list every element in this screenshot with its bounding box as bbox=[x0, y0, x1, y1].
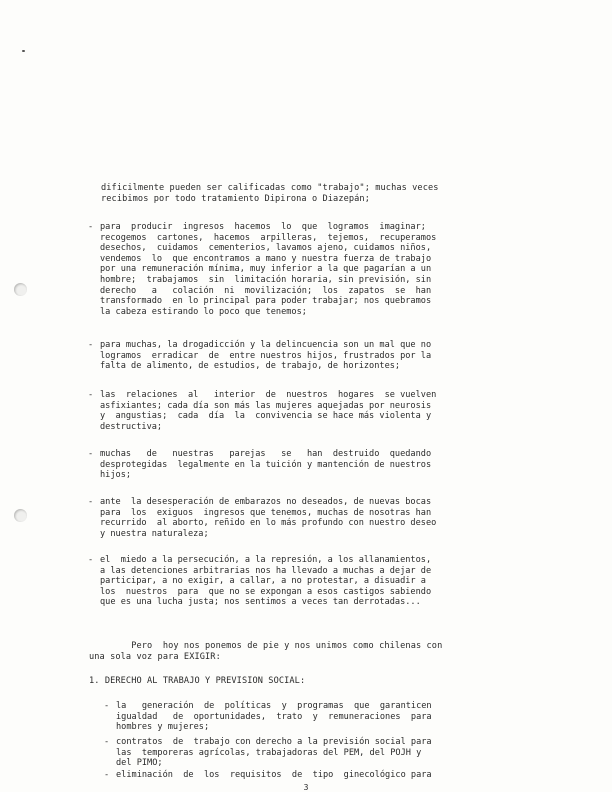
section-heading: 1. DERECHO AL TRABAJO Y PREVISION SOCIAL: bbox=[89, 676, 306, 686]
list-item-text: para muchas, la drogadicción y la delincuencia son un mal que no logramos erradicar de entre nuestros hijos, frustrados por la falta de alimento, de estudios, de trabajo, de horizontes; bbox=[100, 340, 432, 372]
list-item-text: ante la desesperación de embarazos no deseados, de nuevas bocas para los exiguos ingresos que tenemos, muchas de nosotras han recurrido al aborto, reñido en lo más profundo con nuestro deseo y nuestra naturaleza; bbox=[100, 497, 437, 539]
list-item-text: para producir ingresos hacemos lo que logramos imaginar; recogemos cartones, hacemos arpilleras, tejemos, recuperamos desechos, cuidamos cementerios, lavamos ajeno, cuidamos niños, vendemos lo que encontramos a mano y nuestra fuerza de trabajo por una remuneración mínima, muy inferior a la que pagarían a un hombre; trabajamos sin limitación horaria, sin previsión, sin derecho a colación ni movilización; los zapatos se han transformado en lo principal para poder trabajar; nos quebramos la cabeza estirando lo poco que tenemos; bbox=[100, 222, 437, 317]
list-item-text: el miedo a la persecución, a la represión, a los allanamientos, a las detenciones arbitrarias nos ha llevado a muchas a dejar de participar, a no exigir, a callar, a no protestar, a disuadir a los nuestros para que no se expongan a esos castigos sabiendo que es una lucha justa; nos sentimos a veces tan derrotadas... bbox=[100, 555, 432, 608]
scan-speck bbox=[22, 50, 25, 52]
sub-list-item-text: contratos de trabajo con derecho a la previsión social para las temporeras agrícolas, trabajadoras del PEM, del POJH y del PIMO; bbox=[116, 737, 432, 769]
list-item-marker: - bbox=[88, 222, 94, 232]
sub-list-item-marker: - bbox=[104, 737, 110, 747]
list-item-marker: - bbox=[88, 449, 94, 459]
page-number: 3 bbox=[303, 783, 309, 792]
list-item-marker: - bbox=[88, 340, 94, 350]
list-item-marker: - bbox=[88, 390, 94, 400]
sub-list-item-text: la generación de políticas y programas que garanticen igualdad de oportunidades, trato y remuneraciones para hombres y mujeres; bbox=[116, 701, 432, 733]
list-item-marker: - bbox=[88, 497, 94, 507]
closing-paragraph: Pero hoy nos ponemos de pie y nos unimos como chilenas con una sola voz para EXIGIR: bbox=[89, 641, 443, 662]
sub-list-item-text: eliminación de los requisitos de tipo ginecológico para bbox=[116, 770, 432, 780]
sub-list-item-marker: - bbox=[104, 770, 110, 780]
punch-hole-top bbox=[14, 283, 27, 296]
list-item-text: muchas de nuestras parejas se han destruido quedando desprotegidas legalmente en la tuición y mantención de nuestros hijos; bbox=[100, 449, 432, 481]
list-item-marker: - bbox=[88, 555, 94, 565]
intro-paragraph: dificilmente pueden ser calificadas como "trabajo"; muchas veces recibimos por todo tratamiento Dipirona o Diazepán; bbox=[101, 183, 439, 204]
punch-hole-bottom bbox=[14, 509, 27, 522]
list-item-text: las relaciones al interior de nuestros hogares se vuelven asfixiantes; cada día son más las mujeres aquejadas por neurosis y angustias; cada día la convivencia se hace más violenta y destructiva; bbox=[100, 390, 437, 432]
sub-list-item-marker: - bbox=[104, 701, 110, 711]
